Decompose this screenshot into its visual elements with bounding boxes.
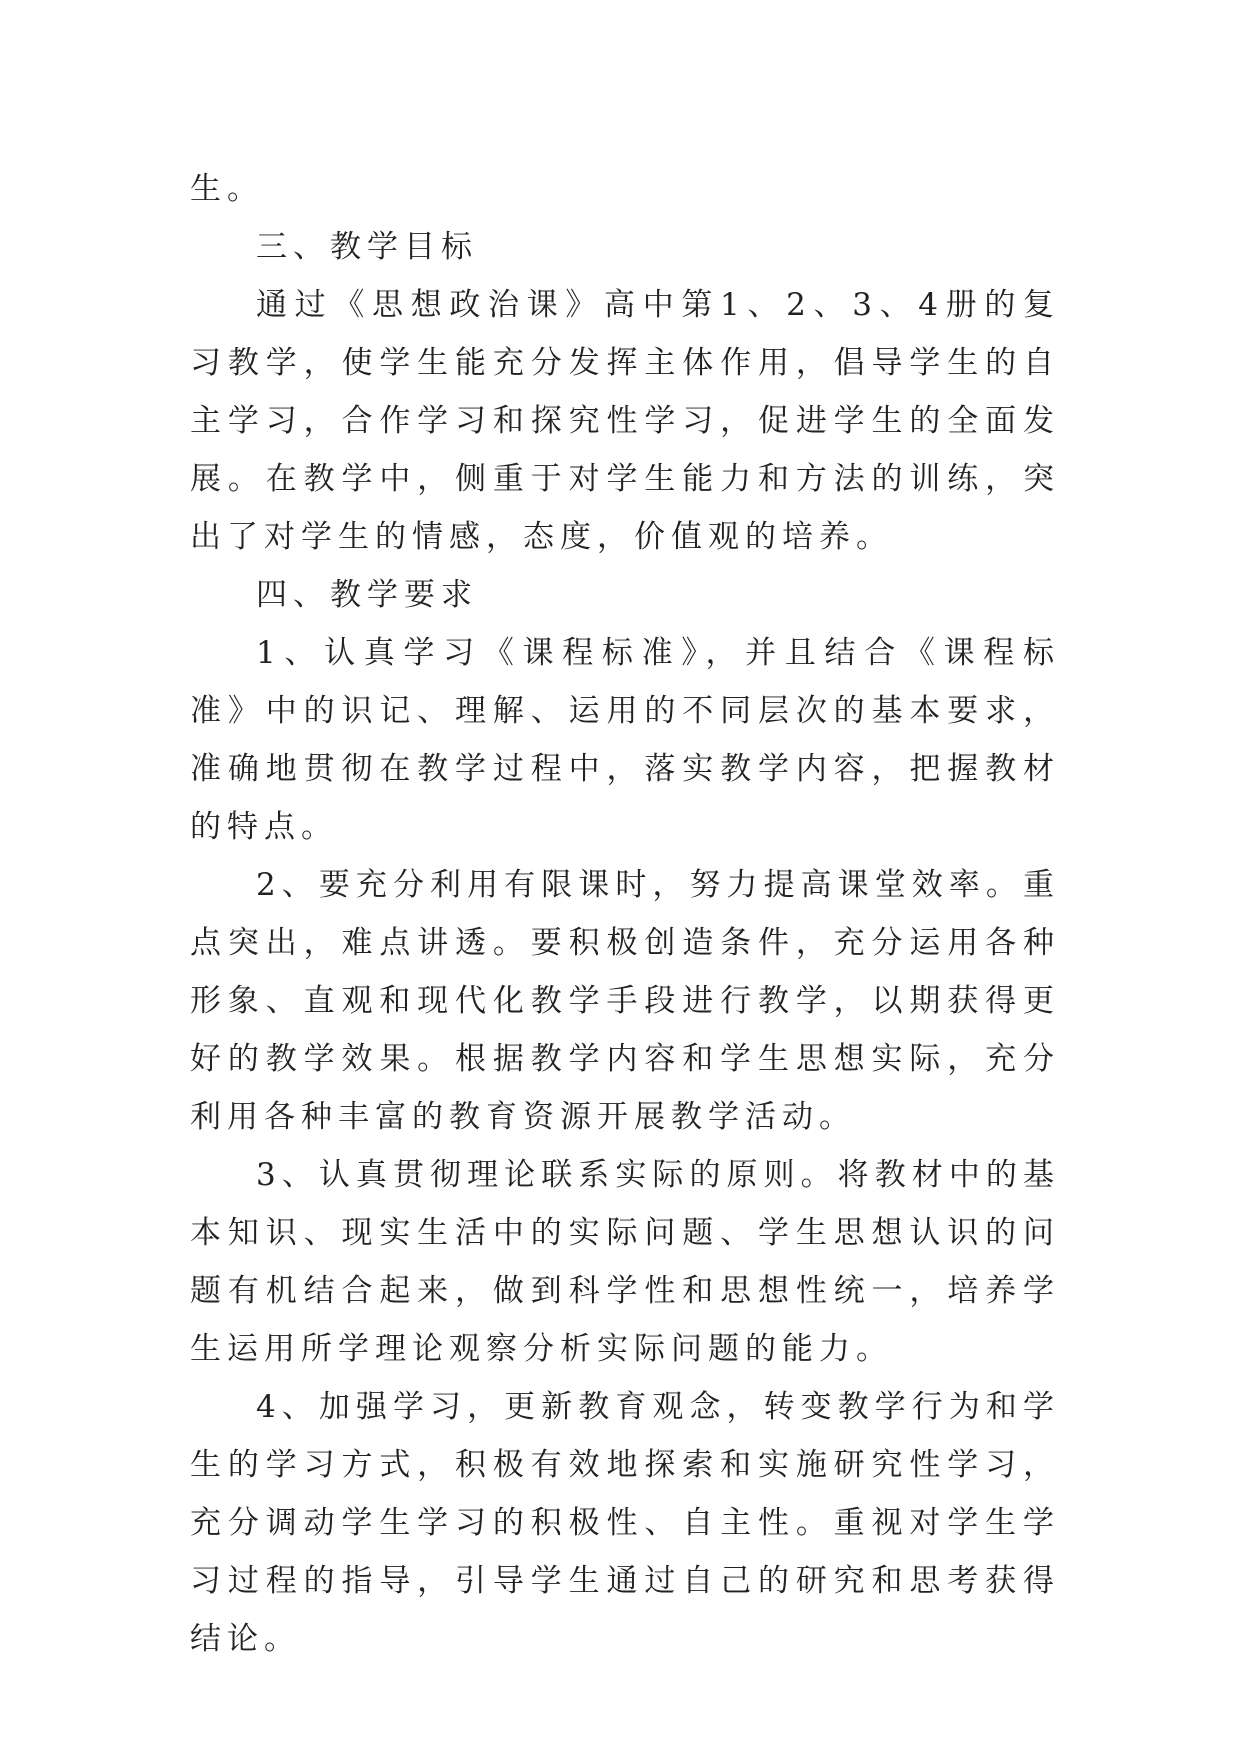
requirement-item-1: 1、认真学习《课程标准》，并且结合《课程标准》中的识记、理解、运用的不同层次的基本要求，准确地贯彻在教学过程中，落实教学内容，把握教材的特点。 (190, 635, 1060, 845)
document-body (190, 160, 1060, 1668)
requirement-item-2: 2、要充分利用有限课时，努力提高课堂效率。重点突出，难点讲透。要积极创造条件，充分运用各种形象、直观和现代化教学手段进行教学，以期获得更好的教学效果。根据教学内容和学生思想实际，充分利用各种丰富的教育资源开展教学活动。 (190, 867, 1060, 1135)
paragraph-continuation: 生。 (190, 171, 264, 207)
requirement-item-3: 3、认真贯彻理论联系实际的原则。将教材中的基本知识、现实生活中的实际问题、学生思想认识的问题有机结合起来，做到科学性和思想性统一，培养学生运用所学理论观察分析实际问题的能力。 (190, 1157, 1060, 1367)
section-heading-teaching-goals: 三、教学目标 (256, 229, 478, 265)
requirement-item-4: 4、加强学习，更新教育观念，转变教学行为和学生的学习方式，积极有效地探索和实施研究性学习，充分调动学生学习的积极性、自主性。重视对学生学习过程的指导，引导学生通过自己的研究和思考获得结论。 (190, 1389, 1060, 1657)
section-heading-teaching-requirements: 四、教学要求 (256, 577, 478, 613)
paragraph-teaching-goals: 通过《思想政治课》高中第1、2、3、4册的复习教学，使学生能充分发挥主体作用，倡导学生的自主学习，合作学习和探究性学习，促进学生的全面发展。在教学中，侧重于对学生能力和方法的训练，突出了对学生的情感，态度，价值观的培养。 (190, 287, 1060, 555)
